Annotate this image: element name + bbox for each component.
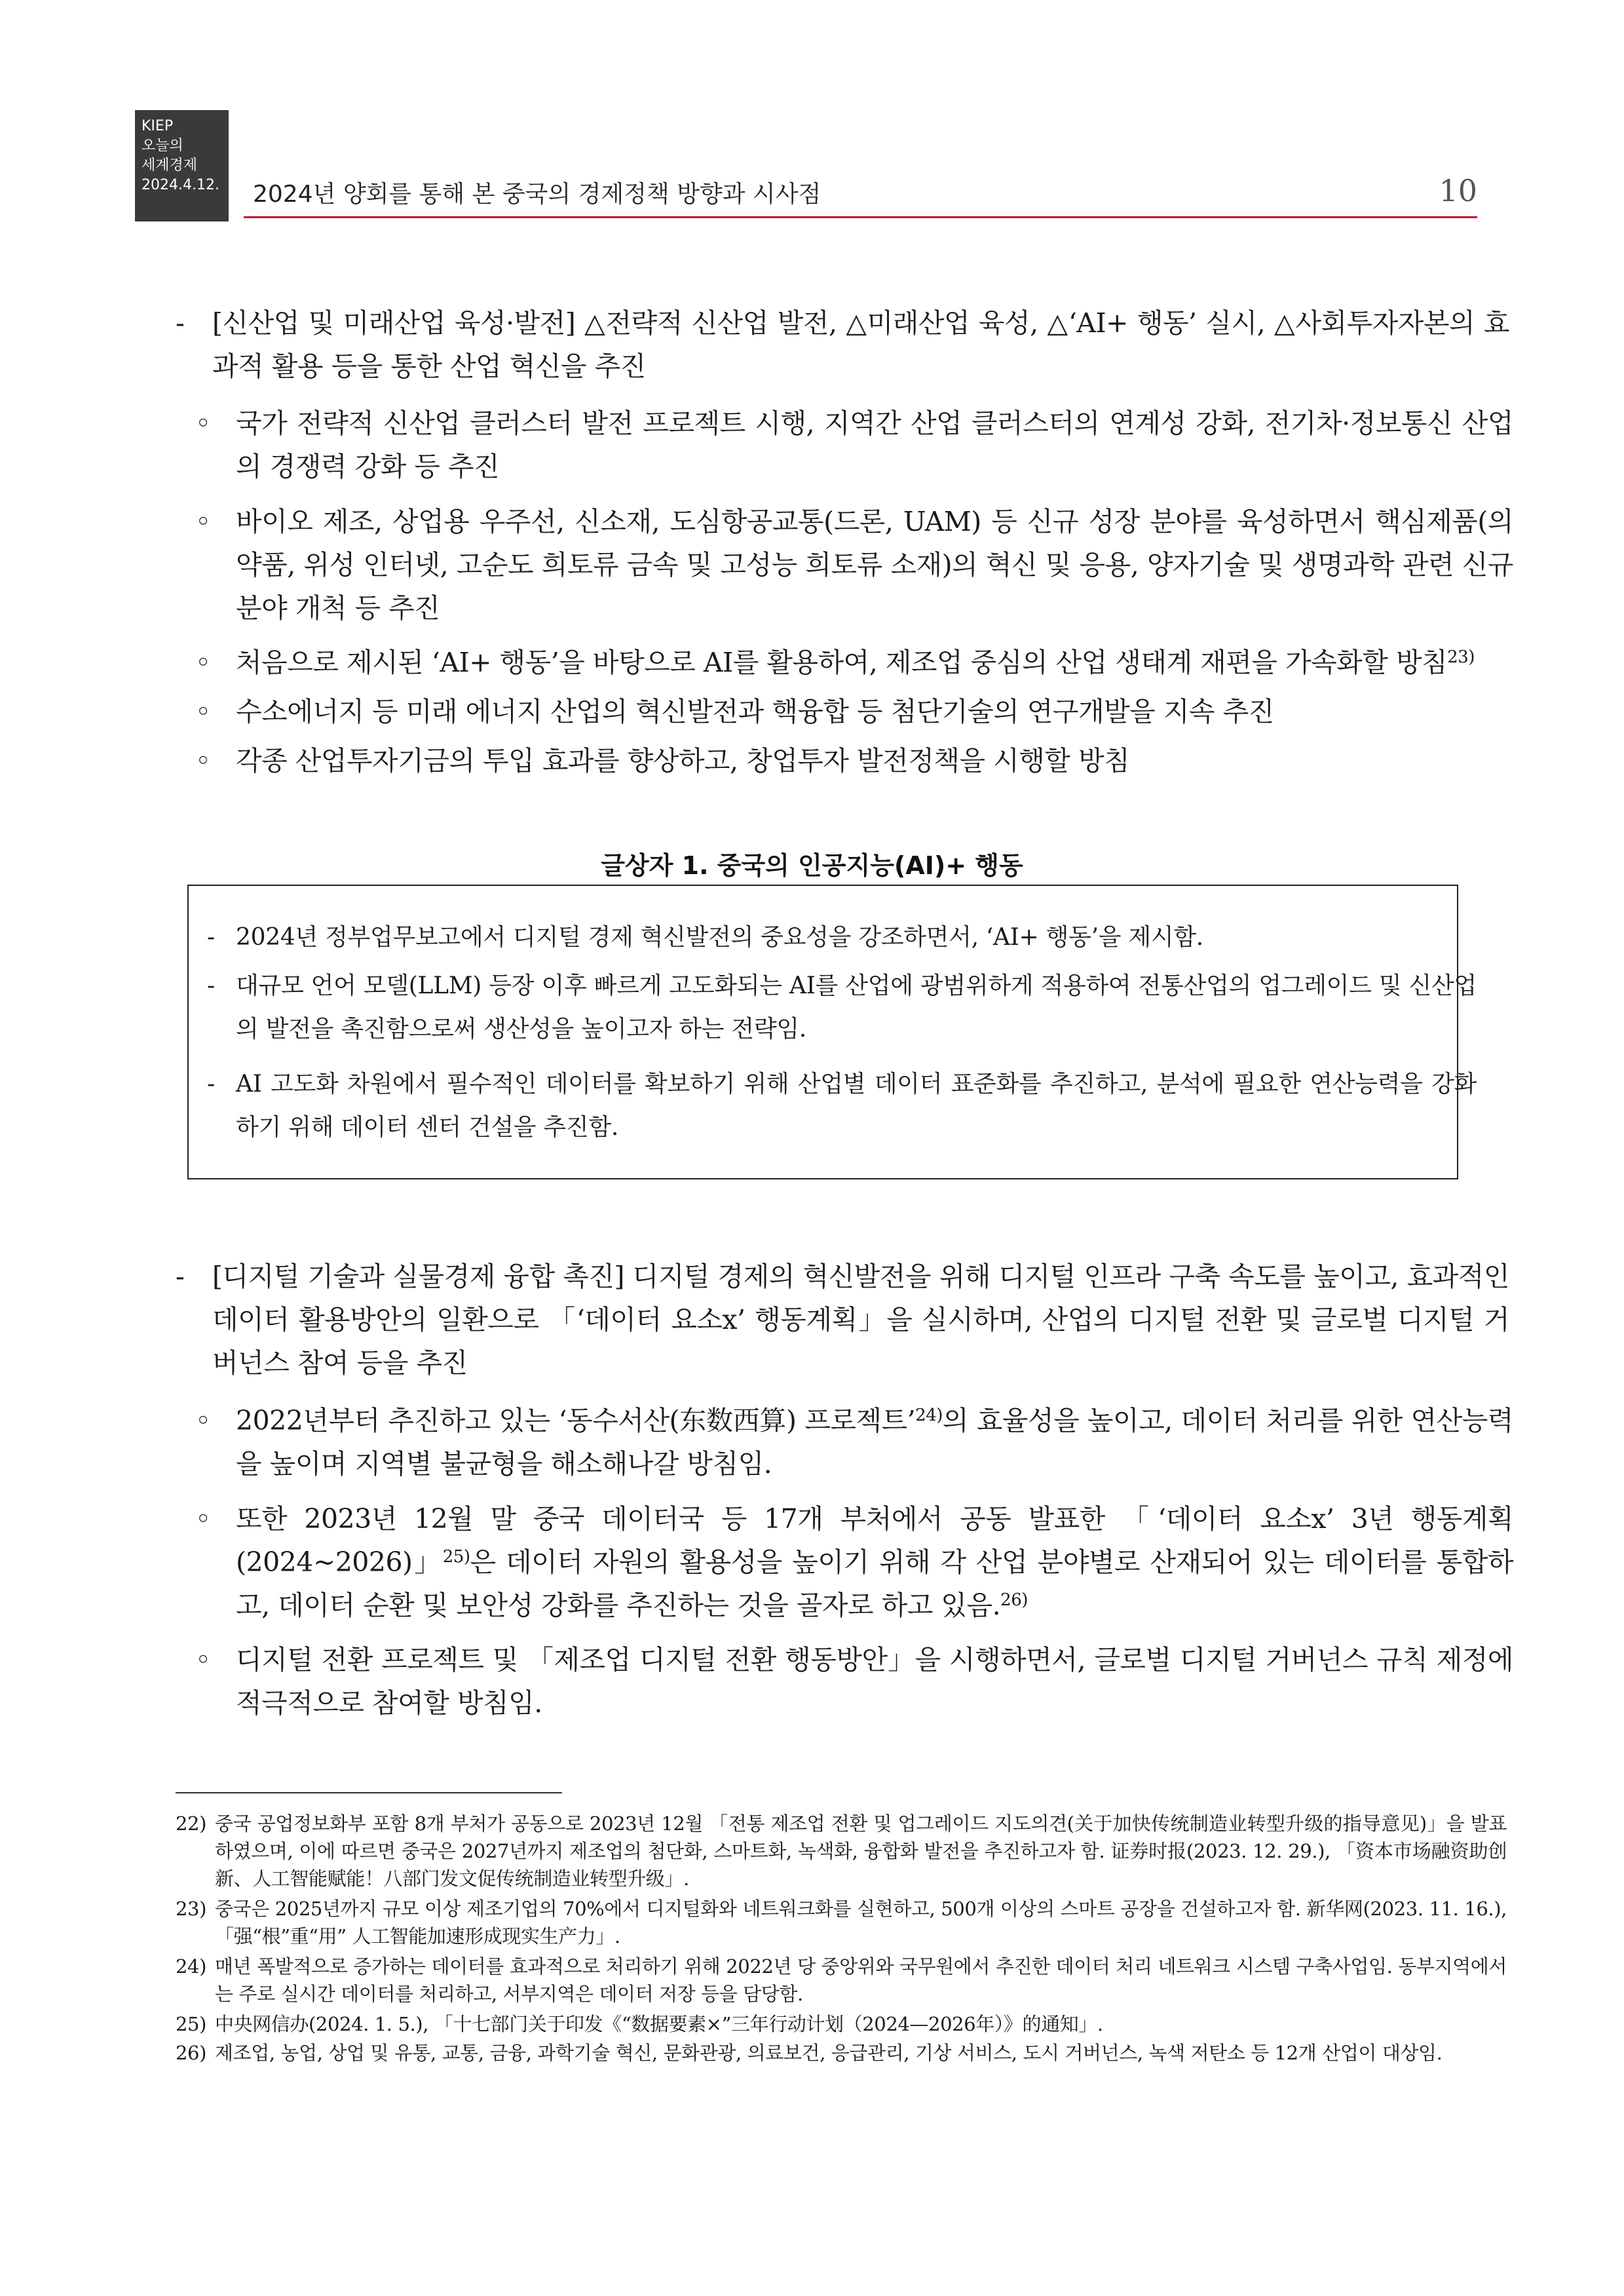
section2-bullet-1 bbox=[195, 1399, 1513, 1485]
header-rule bbox=[244, 216, 1477, 218]
bullet-text: 바이오 제조, 상업용 우주선, 신소재, 도심항공교통(드론, UAM) 등 신규 성장 분야를 육성하면서 핵심제품(의약품, 위성 인터넷, 고순도 희토류 금속 및 고성능 희토류 소재)의 혁신 및 응용, 양자기술 및 생명과학 관련 신규 분야 개척 등 추진 bbox=[236, 506, 1513, 624]
bullet-marker: ◦ bbox=[195, 647, 211, 678]
footnote-24 bbox=[176, 1953, 1507, 2008]
section2-text: [디지털 기술과 실물경제 융합 촉진] 디지털 경제의 혁신발전을 위해 디지털 인프라 구축 속도를 높이고, 효과적인 데이터 활용방안의 일환으로 「‘데이터 요소x’ 행동계획」을 실시하며, 산업의 디지털 전환 및 글로벌 디지털 거버넌스 참여 등을 추진 bbox=[212, 1261, 1509, 1379]
dash-marker: - bbox=[176, 1261, 185, 1292]
dash-marker: - bbox=[207, 924, 215, 951]
footnote-number: 24) bbox=[176, 1955, 207, 1978]
footnote-ref-24: 24) bbox=[915, 1406, 943, 1425]
footnote-text: 중국 공업정보화부 포함 8개 부처가 공동으로 2023년 12월 「전통 제조업 전환 및 업그레이드 지도의견(关于加快传统制造业转型升级的指导意见)」을 발표하였으며, 이에 따르면 중국은 2027년까지 제조업의 첨단화, 스마트화, 녹색화, 융합화 발전을 추진하고자 함. 证券时报(2023. 12. 29.), 「资本市场融资助创新、人工智能赋能！八部门发文促传统制造业转型升级」. bbox=[215, 1812, 1507, 1890]
section1-bullet-5 bbox=[195, 739, 1513, 782]
section1-bullet-3 bbox=[195, 641, 1513, 684]
section1-paragraph bbox=[176, 301, 1509, 388]
footnote-number: 23) bbox=[176, 1898, 207, 1920]
bullet-text-a: 2022년부터 추진하고 있는 ‘동수서산(东数西算) 프로젝트’ bbox=[236, 1405, 916, 1436]
footnote-26 bbox=[176, 2039, 1507, 2067]
badge-line-series-1: 오늘의 bbox=[142, 138, 183, 154]
bullet-marker: ◦ bbox=[195, 1503, 211, 1535]
footnote-ref-26: 26) bbox=[1000, 1590, 1028, 1610]
badge-line-series-2: 세계경제 bbox=[142, 157, 198, 174]
section1-bullet-4 bbox=[195, 690, 1513, 733]
footnote-text: 중국은 2025년까지 규모 이상 제조기업의 70%에서 디지털화와 네트워크화를 실현하고, 500개 이상의 스마트 공장을 건설하고자 함. 新华网(2023. 11. 16.), 「强“根”重“用” 人工智能加速形成现实生产力」. bbox=[215, 1898, 1507, 1947]
footnote-ref-25: 25) bbox=[442, 1547, 470, 1567]
footnote-text: 매년 폭발적으로 증가하는 데이터를 효과적으로 처리하기 위해 2022년 당 중앙위와 국무원에서 추진한 데이터 처리 네트워크 시스템 구축사업임. 동부지역에서는 주로 실시간 데이터를 처리하고, 서부지역은 데이터 저장 등을 담당함. bbox=[215, 1955, 1507, 2005]
bullet-marker: ◦ bbox=[195, 745, 211, 776]
footnote-number: 22) bbox=[176, 1812, 207, 1835]
footnote-number: 26) bbox=[176, 2042, 207, 2064]
section2-bullet-2 bbox=[195, 1497, 1513, 1627]
bullet-text-b: 의 효율성을 높이고, 데이터 처리를 위한 연산능력을 높이며 지역별 불균형을 해소해나갈 방침임. bbox=[236, 1405, 1513, 1480]
bullet-marker: ◦ bbox=[195, 506, 211, 537]
bullet-text-a: 또한 2023년 12월 말 중국 데이터국 등 17개 부처에서 공동 발표한 「‘데이터 요소x’ 3년 행동계획(2024~2026)」 bbox=[236, 1503, 1513, 1578]
bullet-text: 디지털 전환 프로젝트 및 「제조업 디지털 전환 행동방안」을 시행하면서, 글로벌 디지털 거버넌스 규칙 제정에 적극적으로 참여할 방침임. bbox=[236, 1644, 1513, 1719]
bullet-marker: ◦ bbox=[195, 696, 211, 727]
box-item-text: 2024년 정부업무보고에서 디지털 경제 혁신발전의 중요성을 강조하면서, ‘AI+ 행동’을 제시함. bbox=[236, 924, 1203, 951]
dash-marker: - bbox=[207, 1071, 215, 1098]
bullet-marker: ◦ bbox=[195, 1644, 211, 1675]
section1-bullet-2 bbox=[195, 500, 1513, 630]
dash-marker: - bbox=[207, 972, 215, 999]
box-item-3 bbox=[207, 1063, 1477, 1149]
section1-bullet-1 bbox=[195, 402, 1513, 488]
footnote-number: 25) bbox=[176, 2013, 207, 2035]
bullet-marker: ◦ bbox=[195, 1405, 211, 1436]
footnote-ref-23: 23) bbox=[1447, 647, 1475, 667]
badge-line-org: KIEP bbox=[142, 118, 174, 134]
bullet-text-b: 은 데이터 자원의 활용성을 높이기 위해 각 산업 분야별로 산재되어 있는 데이터를 통합하고, 데이터 순환 및 보안성 강화를 추진하는 것을 골자로 하고 있음. bbox=[236, 1546, 1513, 1621]
box-item-1 bbox=[207, 916, 1477, 959]
box-item-text: 대규모 언어 모델(LLM) 등장 이후 빠르게 고도화되는 AI를 산업에 광범위하게 적용하여 전통산업의 업그레이드 및 신산업의 발전을 촉진함으로써 생산성을 높이고자 하는 전략임. bbox=[236, 972, 1477, 1043]
footnote-23 bbox=[176, 1895, 1507, 1950]
footnote-22 bbox=[176, 1810, 1507, 1892]
bullet-text: 처음으로 제시된 ‘AI+ 행동’을 바탕으로 AI를 활용하여, 제조업 중심의 산업 생태계 재편을 가속화할 방침 bbox=[236, 647, 1448, 678]
bullet-text: 국가 전략적 신산업 클러스터 발전 프로젝트 시행, 지역간 산업 클러스터의 연계성 강화, 전기차·정보통신 산업의 경쟁력 강화 등 추진 bbox=[236, 408, 1513, 482]
footnote-text: 제조업, 농업, 상업 및 유통, 교통, 금융, 과학기술 혁신, 문화관광, 의료보건, 응급관리, 기상 서비스, 도시 거버넌스, 녹색 저탄소 등 12개 산업이 대상임. bbox=[215, 2042, 1443, 2064]
publication-badge bbox=[135, 110, 229, 221]
box-item-text: AI 고도화 차원에서 필수적인 데이터를 확보하기 위해 산업별 데이터 표준화를 추진하고, 분석에 필요한 연산능력을 강화하기 위해 데이터 센터 건설을 추진함. bbox=[236, 1071, 1477, 1141]
footnote-rule bbox=[176, 1792, 562, 1793]
section2-paragraph bbox=[176, 1255, 1509, 1385]
bullet-text: 수소에너지 등 미래 에너지 산업의 혁신발전과 핵융합 등 첨단기술의 연구개발을 지속 추진 bbox=[236, 696, 1274, 727]
page-number: 10 bbox=[1439, 173, 1477, 208]
footnote-text: 中央网信办(2024. 1. 5.), 「十七部门关于印发《“数据要素×”三年行动计划（2024—2026年）》的通知」. bbox=[215, 2013, 1103, 2035]
footnote-25 bbox=[176, 2010, 1507, 2038]
bullet-marker: ◦ bbox=[195, 408, 211, 439]
dash-marker: - bbox=[176, 307, 185, 339]
box-title: 글상자 1. 중국의 인공지능(AI)+ 행동 bbox=[601, 851, 1023, 880]
box-item-2 bbox=[207, 965, 1477, 1051]
page-header-title: 2024년 양회를 통해 본 중국의 경제정책 방향과 시사점 bbox=[253, 181, 821, 208]
bullet-text: 각종 산업투자기금의 투입 효과를 향상하고, 창업투자 발전정책을 시행할 방침 bbox=[236, 745, 1130, 776]
section2-bullet-3 bbox=[195, 1638, 1513, 1725]
badge-line-date: 2024.4.12. bbox=[142, 177, 219, 193]
section1-text: [신산업 및 미래산업 육성·발전] △전략적 신산업 발전, △미래산업 육성, △‘AI+ 행동’ 실시, △사회투자자본의 효과적 활용 등을 통한 산업 혁신을 추진 bbox=[212, 307, 1509, 382]
